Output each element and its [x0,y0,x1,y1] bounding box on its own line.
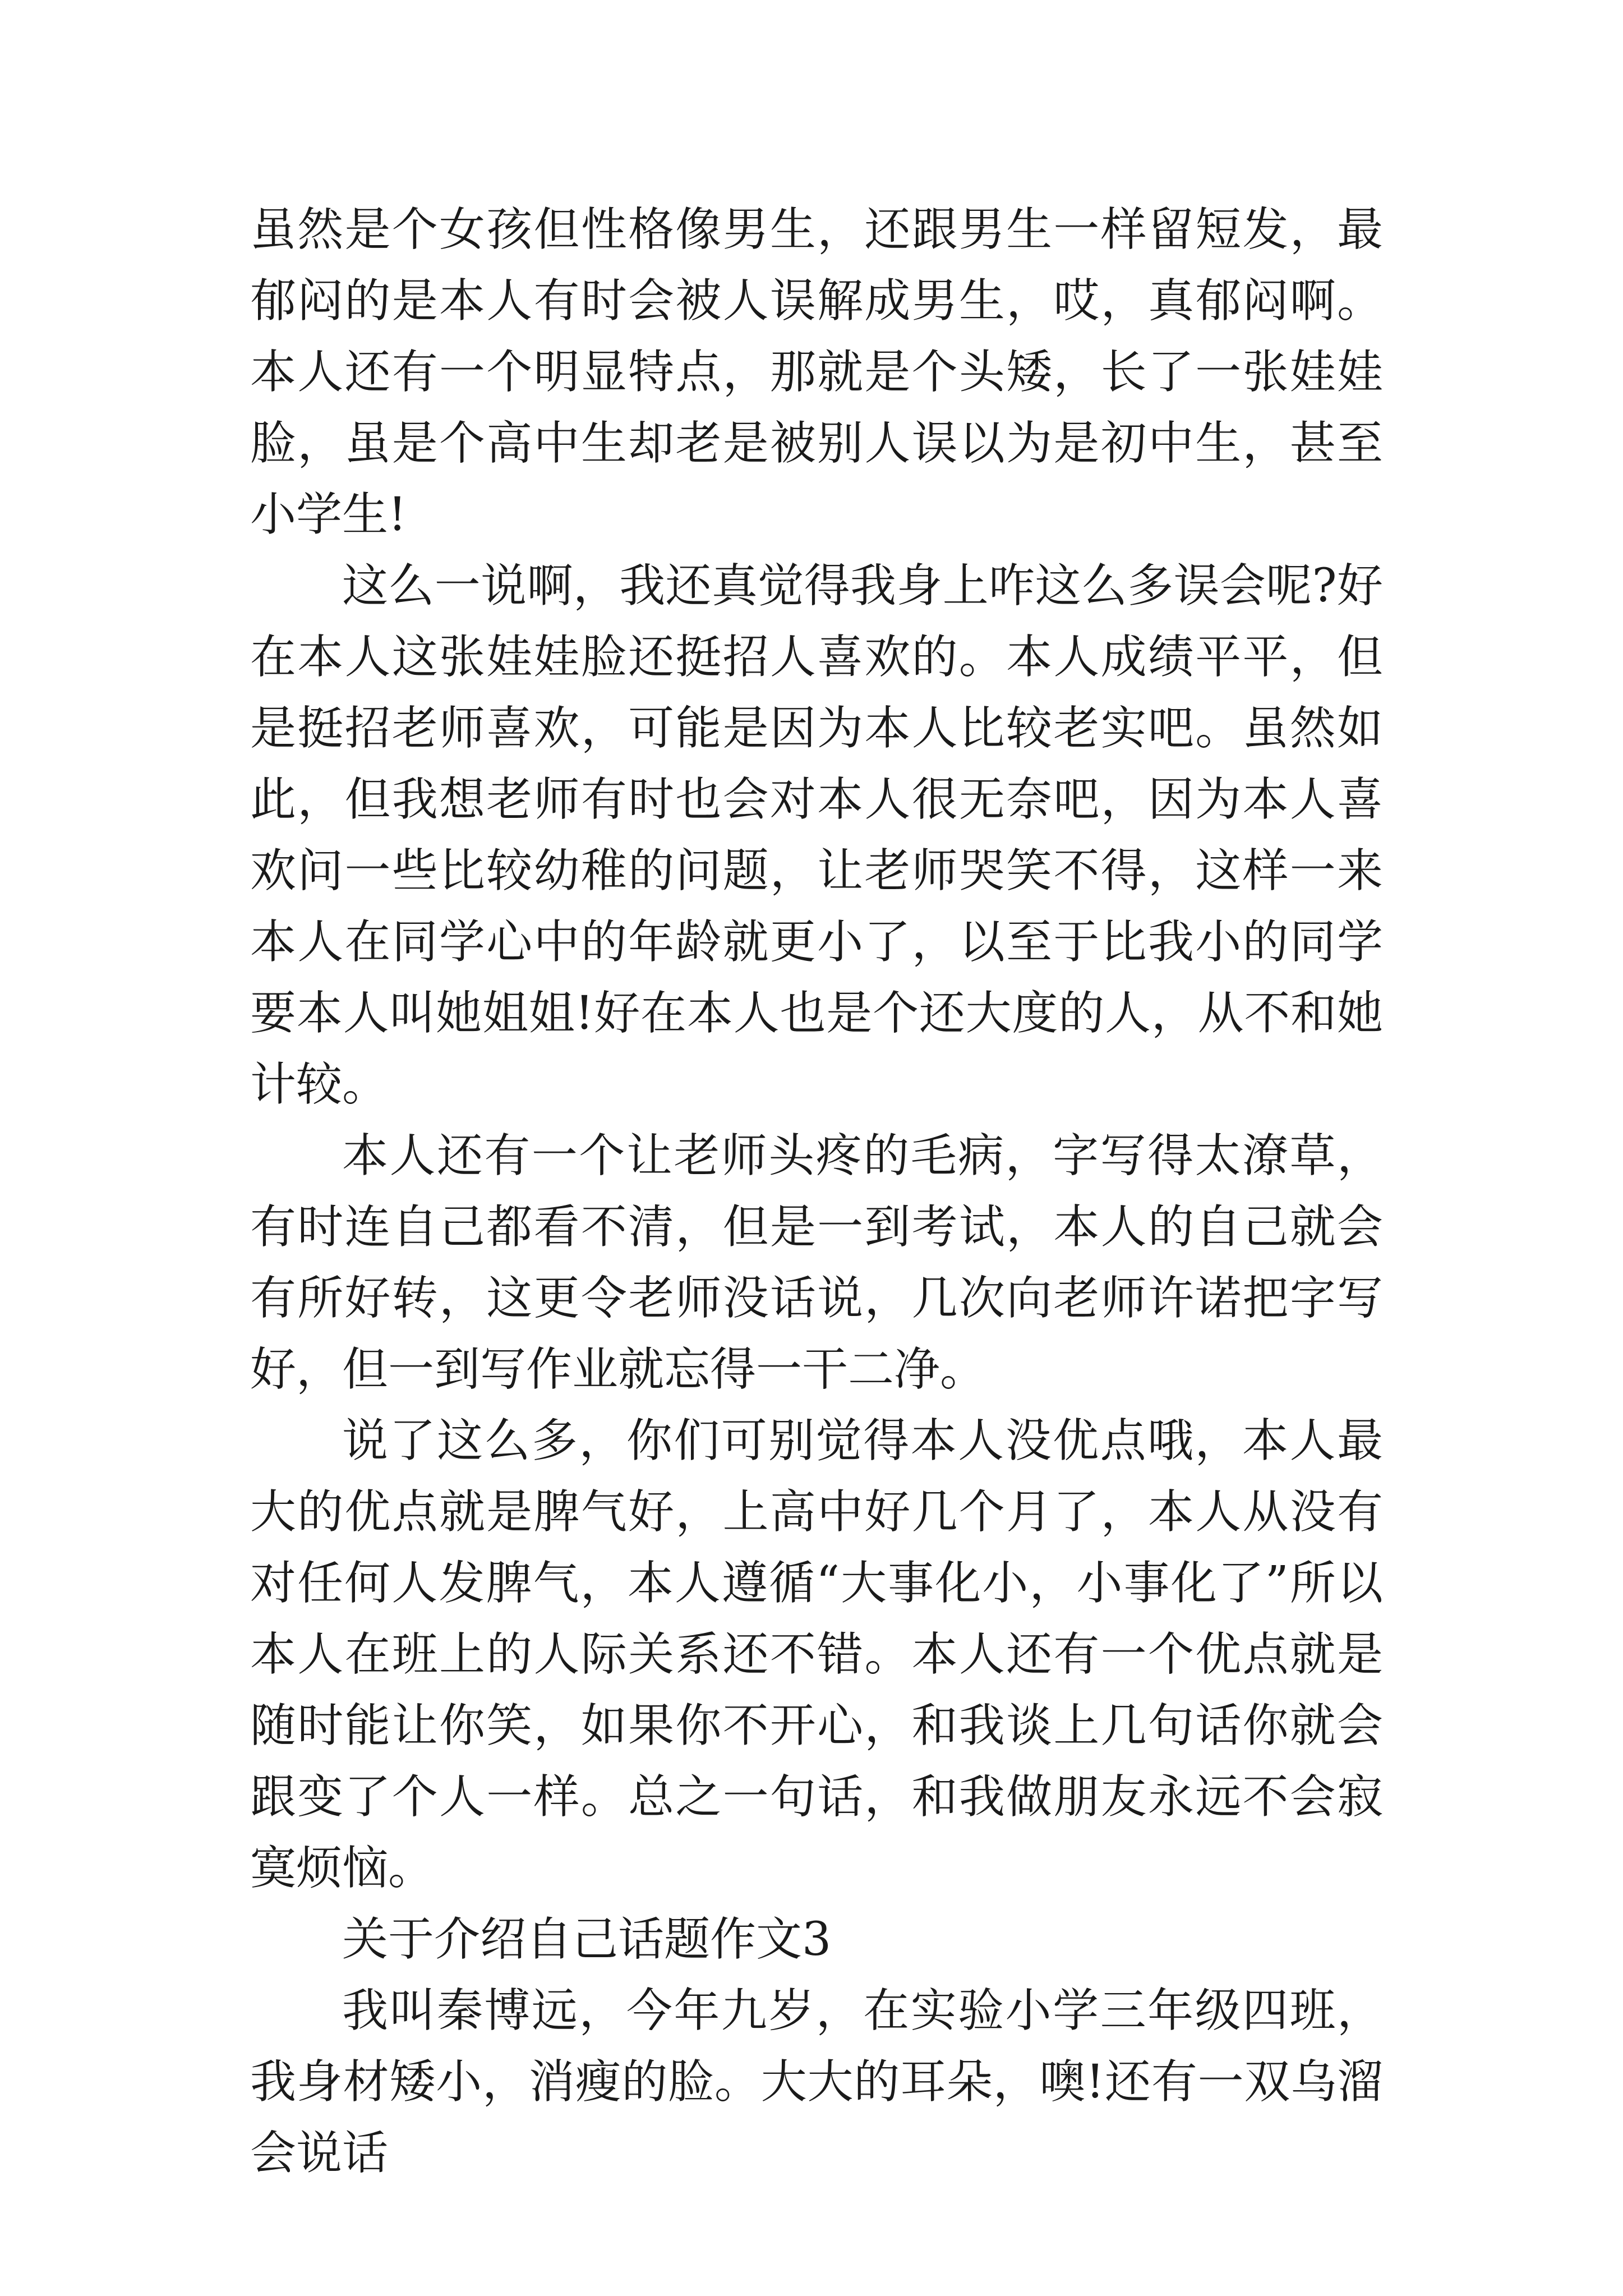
paragraph-1: 虽然是个女孩但性格像男生，还跟男生一样留短发，最郁闷的是本人有时会被人误解成男生，哎，真郁闷啊。本人还有一个明显特点，那就是个头矮，长了一张娃娃脸，虽是个高中生却老是被别人误以为是初中生，甚至小学生! [250,203,1383,541]
document-body [250,194,1383,2189]
paragraph-3: 本人还有一个让老师头疼的毛病，字写得太潦草，有时连自己都看不清，但是一到考试，本人的自己就会有所好转，这更令老师没话说，几次向老师许诺把字写好，但一到写作业就忘得一干二净。 [250,1129,1383,1396]
section-heading: 关于介绍自己话题作文3 [342,1913,832,1966]
paragraph-5: 我叫秦博远，今年九岁，在实验小学三年级四班，我身材矮小，消瘦的脸。大大的耳朵，噢!还有一双乌溜会说话 [250,1984,1383,2180]
paragraph-4: 说了这么多，你们可别觉得本人没优点哦，本人最大的优点就是脾气好，上高中好几个月了，本人从没有对任何人发脾气，本人遵循“大事化小，小事化了”所以本人在班上的人际关系还不错。本人还有一个优点就是随时能让你笑，如果你不开心，和我谈上几句话你就会跟变了个人一样。总之一句话，和我做朋友永远不会寂寞烦恼。 [250,1414,1383,1895]
paragraph-2: 这么一说啊，我还真觉得我身上咋这么多误会呢?好在本人这张娃娃脸还挺招人喜欢的。本人成绩平平，但是挺招老师喜欢，可能是因为本人比较老实吧。虽然如此，但我想老师有时也会对本人很无奈吧，因为本人喜欢问一些比较幼稚的问题，让老师哭笑不得，这样一来本人在同学心中的年龄就更小了，以至于比我小的同学要本人叫她姐姐!好在本人也是个还大度的人，从不和她计较。 [250,559,1383,1111]
